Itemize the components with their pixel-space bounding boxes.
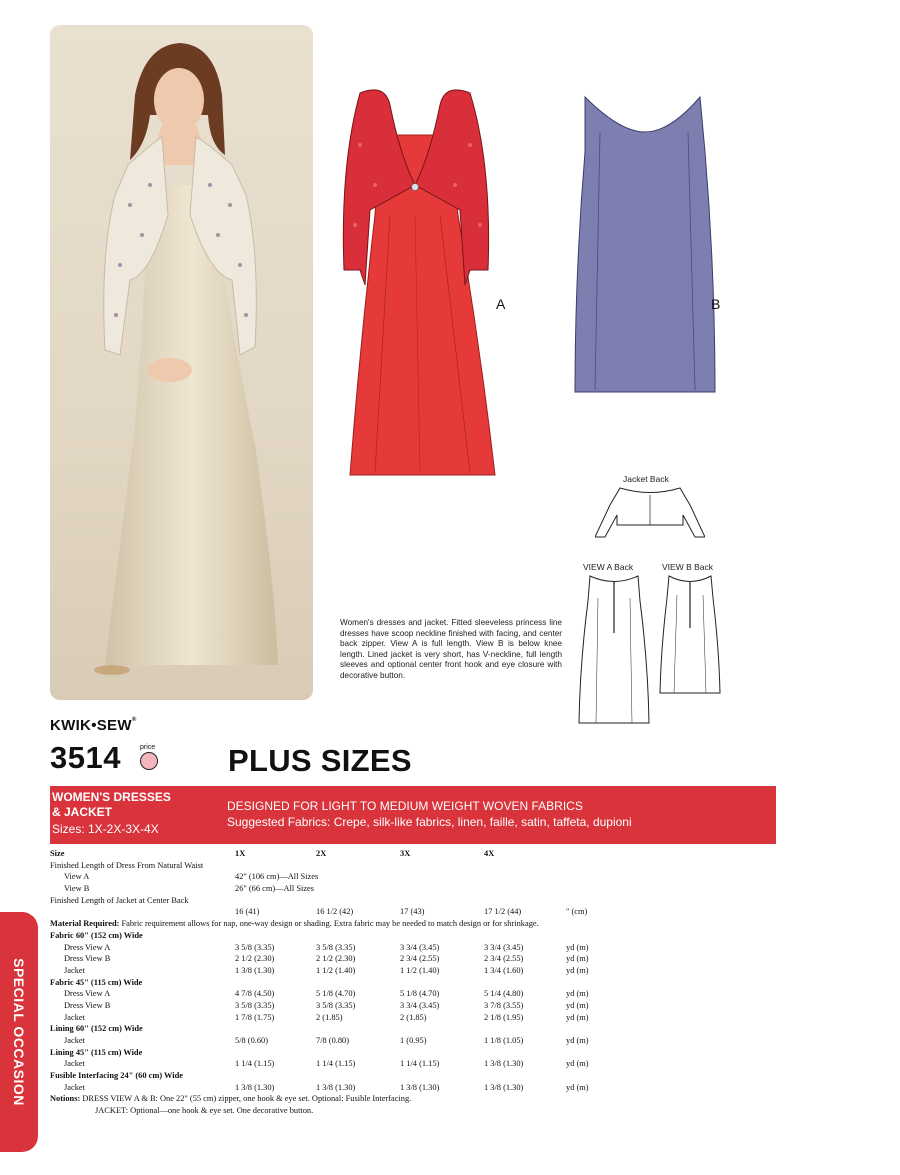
pattern-description: Women's dresses and jacket. Fitted sleeveless princess line dresses have scoop neckline finished with facing, and center back zipper. View A is full length. View B is below knee length. Lined jacket is very short, has V-neckline, full length sleeves and optional center front hook and eye closure with decorative button. [340,618,562,680]
plus-sizes-heading: PLUS SIZES [228,743,412,778]
chart-row: 16 (41) 16 1/2 (42) 17 (43) 17 1/2 (44) " (cm) [235,907,588,917]
size-col-1: 1X [235,849,246,858]
brand-logo: KWIK•SEW® [50,717,137,734]
price-label: price [140,744,156,751]
view-a-back-label: VIEW A Back [583,562,634,572]
notions-row: Notions: DRESS VIEW A & B: One 22" (55 cm) zipper, one hook & eye set. Optional: Fusible Interfacing. [50,1094,412,1104]
chart-row: Finished Length of Jacket at Center Back [50,895,189,905]
band-sizes: Sizes: 1X-2X-3X-4X [52,822,159,836]
material-group-title: Lining 60" (152 cm) Wide [50,1024,143,1034]
view-a-label: A [496,296,506,312]
material-groups [50,931,790,1095]
band-fabric-weight: DESIGNED FOR LIGHT TO MEDIUM WEIGHT WOVEN FABRICS [227,799,583,813]
material-row: Dress View B 3 5/8 (3.35) 3 5/8 (3.35) 3 3/4 (3.45) 3 7/8 (3.55) yd (m) [64,1000,589,1010]
pattern-number: 3514 [50,740,121,775]
price-dot [140,752,158,770]
chart-row: View A 42" (106 cm)—All Sizes [64,872,319,882]
size-col-4: 4X [484,849,495,858]
material-row: Dress View B 2 1/2 (2.30) 2 1/2 (2.30) 2 3/4 (2.55) 2 3/4 (2.55) yd (m) [64,954,589,964]
size-label: Size [50,849,65,858]
material-group-title: Fusible Interfacing 24" (60 cm) Wide [50,1071,183,1081]
material-group-title: Lining 45" (115 cm) Wide [50,1047,143,1057]
material-row: Jacket 5/8 (0.60) 7/8 (0.80) 1 (0.95) 1 1/8 (1.05) yd (m) [64,1036,589,1045]
view-b-back-illustration [659,573,721,695]
material-row: Jacket 1 3/8 (1.30) 1 3/8 (1.30) 1 3/8 (1.30) 1 3/8 (1.30) yd (m) [64,1082,589,1092]
model-photo [50,25,313,700]
size-chart [50,849,790,1118]
material-row: Dress View A 3 5/8 (3.35) 3 5/8 (3.35) 3 3/4 (3.45) 3 3/4 (3.45) yd (m) [64,942,589,952]
view-a-back-illustration [578,573,650,725]
category-tab-label: SPECIAL OCCASION [11,958,27,1106]
category-tab [0,912,38,1152]
size-col-2: 2X [316,849,327,858]
material-row: Jacket 1 1/4 (1.15) 1 1/4 (1.15) 1 1/4 (1.15) 1 3/8 (1.30) yd (m) [64,1059,589,1069]
notions-row-2: JACKET: Optional—one hook & eye set. One decorative button. [95,1106,314,1116]
view-a-illustration [330,85,520,485]
material-row: Jacket 1 7/8 (1.75) 2 (1.85) 2 (1.85) 2 1/8 (1.95) yd (m) [64,1012,589,1022]
material-row: Dress View A 4 7/8 (4.50) 5 1/8 (4.70) 5 1/8 (4.70) 5 1/4 (4.80) yd (m) [64,989,589,999]
chart-row: Finished Length of Dress From Natural Waist [50,860,204,870]
jacket-back-label: Jacket Back [623,474,669,484]
material-group-title: Fabric 45" (115 cm) Wide [50,977,143,987]
band-suggested-fabrics: Suggested Fabrics: Crepe, silk-like fabrics, linen, faille, satin, taffeta, dupioni [227,815,632,829]
band-title-line2: & JACKET [52,805,113,819]
size-col-3: 3X [400,849,411,858]
model-illustration [50,25,313,700]
jacket-back-illustration [595,485,705,540]
view-b-back-label: VIEW B Back [662,562,714,572]
material-row: Jacket 1 3/8 (1.30) 1 1/2 (1.40) 1 1/2 (1.40) 1 3/4 (1.60) yd (m) [64,965,589,975]
size-header-row [50,849,790,861]
view-b-illustration [570,92,720,397]
material-row: Material Required: Fabric requirement allows for nap, one-way design or shading. Extra fabric may be needed to match design or for shrinkage. [50,919,539,929]
chart-row: View B 26" (66 cm)—All Sizes [64,884,315,894]
band-title-line1: WOMEN'S DRESSES [52,790,171,804]
info-band [50,786,776,844]
material-group-title: Fabric 60" (152 cm) Wide [50,930,143,940]
view-b-label: B [711,296,721,312]
